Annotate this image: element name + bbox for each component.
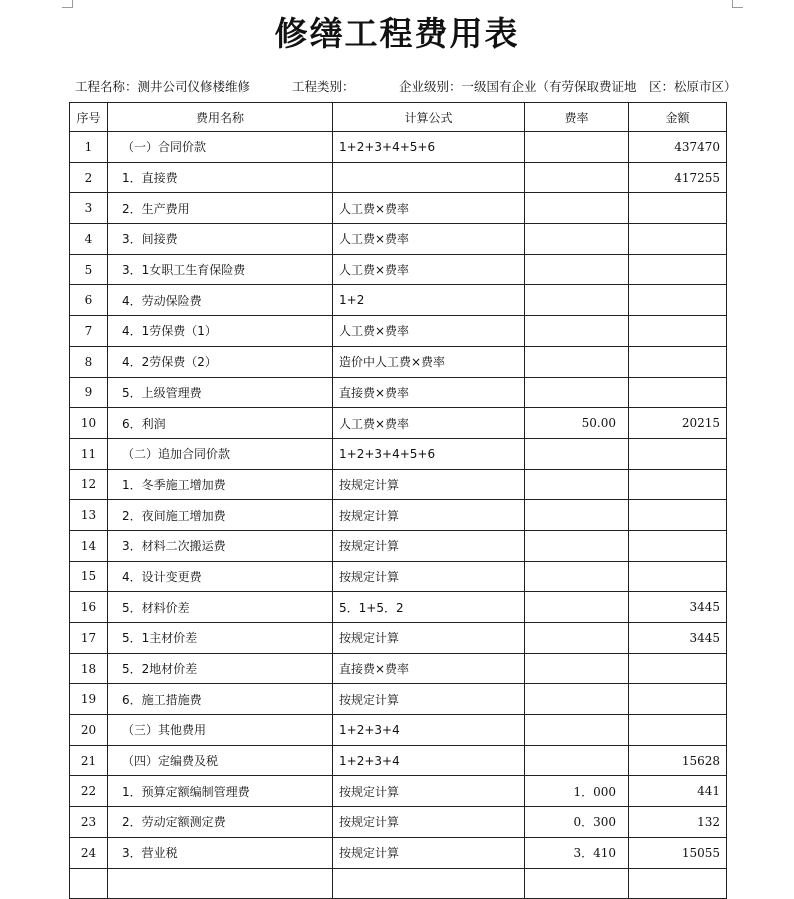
rate-cell bbox=[525, 193, 629, 224]
fee-name-cell: 5．1主材价差 bbox=[108, 623, 333, 654]
table-row bbox=[70, 868, 727, 899]
formula-cell: 1+2+3+4+5+6 bbox=[333, 438, 525, 469]
formula-cell: 按规定计算 bbox=[333, 561, 525, 592]
rate-cell bbox=[525, 346, 629, 377]
rate-cell bbox=[525, 316, 629, 347]
row-index-cell bbox=[70, 868, 108, 899]
table-row bbox=[70, 132, 727, 163]
amount-cell: 20215 bbox=[629, 408, 727, 439]
amount-cell bbox=[629, 715, 727, 746]
amount-cell bbox=[629, 346, 727, 377]
header-amount: 金额 bbox=[629, 103, 727, 132]
rate-cell bbox=[525, 653, 629, 684]
amount-cell bbox=[629, 561, 727, 592]
fee-name-cell: （二）追加合同价款 bbox=[108, 438, 333, 469]
table-row bbox=[70, 623, 727, 654]
table-row bbox=[70, 254, 727, 285]
table-row bbox=[70, 500, 727, 531]
formula-cell: 1+2+3+4 bbox=[333, 715, 525, 746]
fee-name-cell: 1．直接费 bbox=[108, 162, 333, 193]
fee-name-cell: 2．生产费用 bbox=[108, 193, 333, 224]
formula-cell: 按规定计算 bbox=[333, 684, 525, 715]
amount-cell bbox=[629, 500, 727, 531]
amount-cell bbox=[629, 377, 727, 408]
amount-cell bbox=[629, 684, 727, 715]
formula-cell bbox=[333, 162, 525, 193]
amount-cell: 3445 bbox=[629, 623, 727, 654]
amount-cell: 437470 bbox=[629, 132, 727, 163]
amount-cell bbox=[629, 653, 727, 684]
rate-cell bbox=[525, 377, 629, 408]
row-index-cell: 7 bbox=[70, 316, 108, 347]
amount-cell: 15055 bbox=[629, 837, 727, 868]
rate-cell bbox=[525, 469, 629, 500]
table-row bbox=[70, 377, 727, 408]
row-index-cell: 24 bbox=[70, 837, 108, 868]
amount-cell: 132 bbox=[629, 807, 727, 838]
table-row bbox=[70, 224, 727, 255]
table-row bbox=[70, 715, 727, 746]
row-index-cell: 3 bbox=[70, 193, 108, 224]
row-index-cell: 14 bbox=[70, 530, 108, 561]
amount-cell bbox=[629, 438, 727, 469]
row-index-cell: 11 bbox=[70, 438, 108, 469]
table-row bbox=[70, 469, 727, 500]
rate-cell bbox=[525, 592, 629, 623]
row-index-cell: 1 bbox=[70, 132, 108, 163]
table-row bbox=[70, 285, 727, 316]
rate-cell bbox=[525, 254, 629, 285]
page-corner-mark-right bbox=[732, 0, 743, 8]
formula-cell: 5．1+5．2 bbox=[333, 592, 525, 623]
table-row bbox=[70, 438, 727, 469]
rate-cell: 1．000 bbox=[525, 776, 629, 807]
amount-cell bbox=[629, 530, 727, 561]
header-fee-name: 费用名称 bbox=[108, 103, 333, 132]
formula-cell: 人工费×费率 bbox=[333, 224, 525, 255]
fee-name-cell: （四）定编费及税 bbox=[108, 745, 333, 776]
table-header-row bbox=[70, 103, 727, 132]
table-row bbox=[70, 807, 727, 838]
document-title: 修缮工程费用表 bbox=[274, 14, 520, 53]
formula-cell: 造价中人工费×费率 bbox=[333, 346, 525, 377]
formula-cell: 直接费×费率 bbox=[333, 377, 525, 408]
fee-name-cell: 6．施工措施费 bbox=[108, 684, 333, 715]
rate-cell bbox=[525, 684, 629, 715]
row-index-cell: 10 bbox=[70, 408, 108, 439]
fee-name-cell: 2．夜间施工增加费 bbox=[108, 500, 333, 531]
enterprise-level: 企业级别：一级国有企业（有劳保取费证地 区：松原市区） bbox=[399, 79, 737, 94]
fee-name-cell: 3．营业税 bbox=[108, 837, 333, 868]
table-row bbox=[70, 346, 727, 377]
amount-cell bbox=[629, 224, 727, 255]
formula-cell: 按规定计算 bbox=[333, 623, 525, 654]
page-corner-mark-left bbox=[62, 0, 73, 8]
rate-cell bbox=[525, 868, 629, 899]
fee-name-cell: 4．设计变更费 bbox=[108, 561, 333, 592]
formula-cell: 人工费×费率 bbox=[333, 408, 525, 439]
project-type: 工程类别： bbox=[292, 79, 355, 94]
header-formula: 计算公式 bbox=[333, 103, 525, 132]
fee-name-cell: 5．材料价差 bbox=[108, 592, 333, 623]
amount-cell bbox=[629, 868, 727, 899]
fee-name-cell: （一）合同价款 bbox=[108, 132, 333, 163]
fee-name-cell: （三）其他费用 bbox=[108, 715, 333, 746]
header-rate: 费率 bbox=[525, 103, 629, 132]
row-index-cell: 16 bbox=[70, 592, 108, 623]
row-index-cell: 4 bbox=[70, 224, 108, 255]
fee-name-cell: 6．利润 bbox=[108, 408, 333, 439]
row-index-cell: 2 bbox=[70, 162, 108, 193]
row-index-cell: 9 bbox=[70, 377, 108, 408]
row-index-cell: 23 bbox=[70, 807, 108, 838]
formula-cell: 按规定计算 bbox=[333, 776, 525, 807]
table-row bbox=[70, 745, 727, 776]
fee-name-cell: 3．1女职工生育保险费 bbox=[108, 254, 333, 285]
rate-cell bbox=[525, 500, 629, 531]
row-index-cell: 13 bbox=[70, 500, 108, 531]
amount-cell bbox=[629, 285, 727, 316]
amount-cell: 417255 bbox=[629, 162, 727, 193]
row-index-cell: 18 bbox=[70, 653, 108, 684]
formula-cell bbox=[333, 868, 525, 899]
amount-cell: 15628 bbox=[629, 745, 727, 776]
table-row bbox=[70, 561, 727, 592]
row-index-cell: 22 bbox=[70, 776, 108, 807]
row-index-cell: 17 bbox=[70, 623, 108, 654]
amount-cell bbox=[629, 469, 727, 500]
row-index-cell: 8 bbox=[70, 346, 108, 377]
rate-cell bbox=[525, 623, 629, 654]
rate-cell: 3．410 bbox=[525, 837, 629, 868]
fee-name-cell: 4．2劳保费（2） bbox=[108, 346, 333, 377]
formula-cell: 1+2 bbox=[333, 285, 525, 316]
table-row bbox=[70, 837, 727, 868]
formula-cell: 人工费×费率 bbox=[333, 316, 525, 347]
rate-cell bbox=[525, 561, 629, 592]
formula-cell: 1+2+3+4+5+6 bbox=[333, 132, 525, 163]
row-index-cell: 15 bbox=[70, 561, 108, 592]
fee-name-cell: 4．1劳保费（1） bbox=[108, 316, 333, 347]
formula-cell: 1+2+3+4 bbox=[333, 745, 525, 776]
fee-name-cell: 4．劳动保险费 bbox=[108, 285, 333, 316]
amount-cell bbox=[629, 254, 727, 285]
fee-name-cell: 3．间接费 bbox=[108, 224, 333, 255]
formula-cell: 按规定计算 bbox=[333, 469, 525, 500]
table-row bbox=[70, 408, 727, 439]
fee-name-cell bbox=[108, 868, 333, 899]
table-body bbox=[70, 132, 727, 899]
amount-cell bbox=[629, 316, 727, 347]
table-row bbox=[70, 684, 727, 715]
amount-cell: 441 bbox=[629, 776, 727, 807]
table-row bbox=[70, 316, 727, 347]
fee-name-cell: 1．冬季施工增加费 bbox=[108, 469, 333, 500]
formula-cell: 按规定计算 bbox=[333, 837, 525, 868]
fee-name-cell: 3．材料二次搬运费 bbox=[108, 530, 333, 561]
header-index: 序号 bbox=[70, 103, 108, 132]
formula-cell: 人工费×费率 bbox=[333, 193, 525, 224]
row-index-cell: 5 bbox=[70, 254, 108, 285]
rate-cell bbox=[525, 224, 629, 255]
rate-cell bbox=[525, 438, 629, 469]
rate-cell bbox=[525, 715, 629, 746]
table-row bbox=[70, 653, 727, 684]
formula-cell: 按规定计算 bbox=[333, 807, 525, 838]
formula-cell: 按规定计算 bbox=[333, 530, 525, 561]
rate-cell: 0．300 bbox=[525, 807, 629, 838]
fee-name-cell: 2．劳动定额测定费 bbox=[108, 807, 333, 838]
fee-table bbox=[69, 102, 727, 899]
project-meta-line bbox=[0, 77, 794, 95]
rate-cell bbox=[525, 285, 629, 316]
amount-cell bbox=[629, 193, 727, 224]
table-row bbox=[70, 776, 727, 807]
row-index-cell: 6 bbox=[70, 285, 108, 316]
amount-cell: 3445 bbox=[629, 592, 727, 623]
rate-cell bbox=[525, 530, 629, 561]
table-row bbox=[70, 530, 727, 561]
formula-cell: 人工费×费率 bbox=[333, 254, 525, 285]
row-index-cell: 21 bbox=[70, 745, 108, 776]
table-row bbox=[70, 193, 727, 224]
rate-cell bbox=[525, 745, 629, 776]
table-row bbox=[70, 592, 727, 623]
rate-cell bbox=[525, 132, 629, 163]
fee-name-cell: 1．预算定额编制管理费 bbox=[108, 776, 333, 807]
formula-cell: 按规定计算 bbox=[333, 500, 525, 531]
row-index-cell: 20 bbox=[70, 715, 108, 746]
fee-name-cell: 5．2地材价差 bbox=[108, 653, 333, 684]
table-row bbox=[70, 162, 727, 193]
fee-name-cell: 5．上级管理费 bbox=[108, 377, 333, 408]
rate-cell: 50.00 bbox=[525, 408, 629, 439]
formula-cell: 直接费×费率 bbox=[333, 653, 525, 684]
row-index-cell: 12 bbox=[70, 469, 108, 500]
rate-cell bbox=[525, 162, 629, 193]
project-name: 工程名称：测井公司仪修楼维修 bbox=[75, 79, 251, 94]
row-index-cell: 19 bbox=[70, 684, 108, 715]
